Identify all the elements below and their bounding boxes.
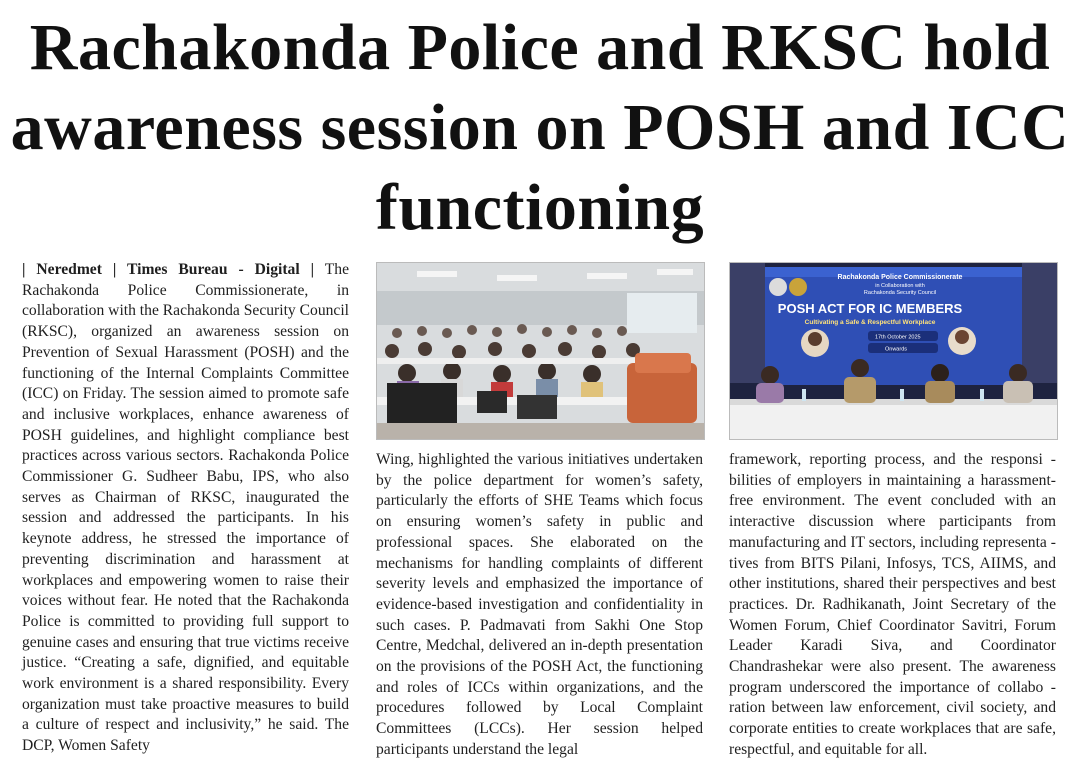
dateline: | Neredmet | Times Bureau - Digital |: [22, 261, 315, 278]
council-emblem-icon: [789, 278, 807, 296]
article-column-2: [376, 450, 703, 761]
audience-illustration: [377, 263, 704, 439]
article-text-2: Wing, highlighted the various initiatives undertaken by the police department for women’s safety, particularly the efforts of SHE Teams which focus on ensuring women’s safety in public and professional spaces. She elaborated on the mechanisms for handling complaints of different severity levels and emphasized the importance of evidence-based investigation and confidentiality in such cases. P. Padmavati from Sakhi One Stop Centre, Medchal, delivered an in-depth presentation on the provisions of the POSH Act, the functioning and roles of ICCs within organizations, and the procedures followed by Local Complaint Committees (LCCs). Her session helped participants understand the legal: [376, 451, 703, 758]
dais-illustration: [730, 263, 1057, 439]
dais-photo: [729, 262, 1058, 440]
banner-line-1: Rachakonda Police Commissionerate: [837, 274, 963, 281]
headline: Rachakonda Police and RKSC hold awareness session on POSH and ICC functioning: [10, 11, 1070, 244]
banner-title: POSH ACT FOR IC MEMBERS: [777, 301, 963, 316]
banner-time: Onwards: [885, 346, 908, 353]
article-column-3: [729, 450, 1056, 761]
article-text-1: The Rachakonda Police Commissionerate, in collaboration with the Rachakonda Security Council (RKSC), organized an awareness session on Prevention of Sexual Harassment (POSH) and the functioning of the Internal Complaints Committee (ICC) on Friday. The session aimed to promote safe and inclusive workplaces, enhance awareness of POSH guidelines, and highlight compliance best practices across various sectors. Rachakonda Police Commissioner G. Sudheer Babu, IPS, who also serves as Chairman of RKSC, inaugurated the session and addressed the participants. In his keynote address, he stressed the importance of preventing discrimination and harassment at workplaces and empowering women to raise their voices without fear. He noted that the Rachakonda Police is committed to providing full support to genuine cases and ensuring that true victims receive justice. “Creating a safe, dignified, and equitable work environment is a shared responsibility. Every organization must take proactive measures to build a culture of respect and inclusivity,” he said. The DCP, Women Safety: [22, 261, 349, 755]
article-text-3: framework, reporting process, and the responsi - bilities of employers in maintaining a harassment-free environment. The event concluded with an interactive discussion where participants from manufacturing and IT sectors, including representa -tives from BITS Pilani, Infosys, TCS, AIIMS, and other institutions, shared their perspectives and best practices. Dr. Radhikanath, Joint Secretary of the Women Forum, Chief Coordinator Savitri, Forum Leader Karadi Siva, and Coordinator Chandrashekar were also present. The awareness program underscored the importance of collabo - ration between law enforcement, civil society, and corporate entities to create workplaces that are safe, respectful, and equitable for all.: [729, 451, 1056, 758]
banner-line-3: Rachakonda Security Council: [863, 290, 937, 296]
article-column-1: [22, 260, 349, 757]
police-emblem-icon: [769, 278, 787, 296]
audience-photo: [376, 262, 705, 440]
banner-date: 17th October 2025: [875, 334, 921, 341]
banner-subtitle: Cultivating a Safe & Respectful Workplace: [804, 319, 936, 326]
banner-line-2: in Collaboration with: [875, 283, 925, 289]
